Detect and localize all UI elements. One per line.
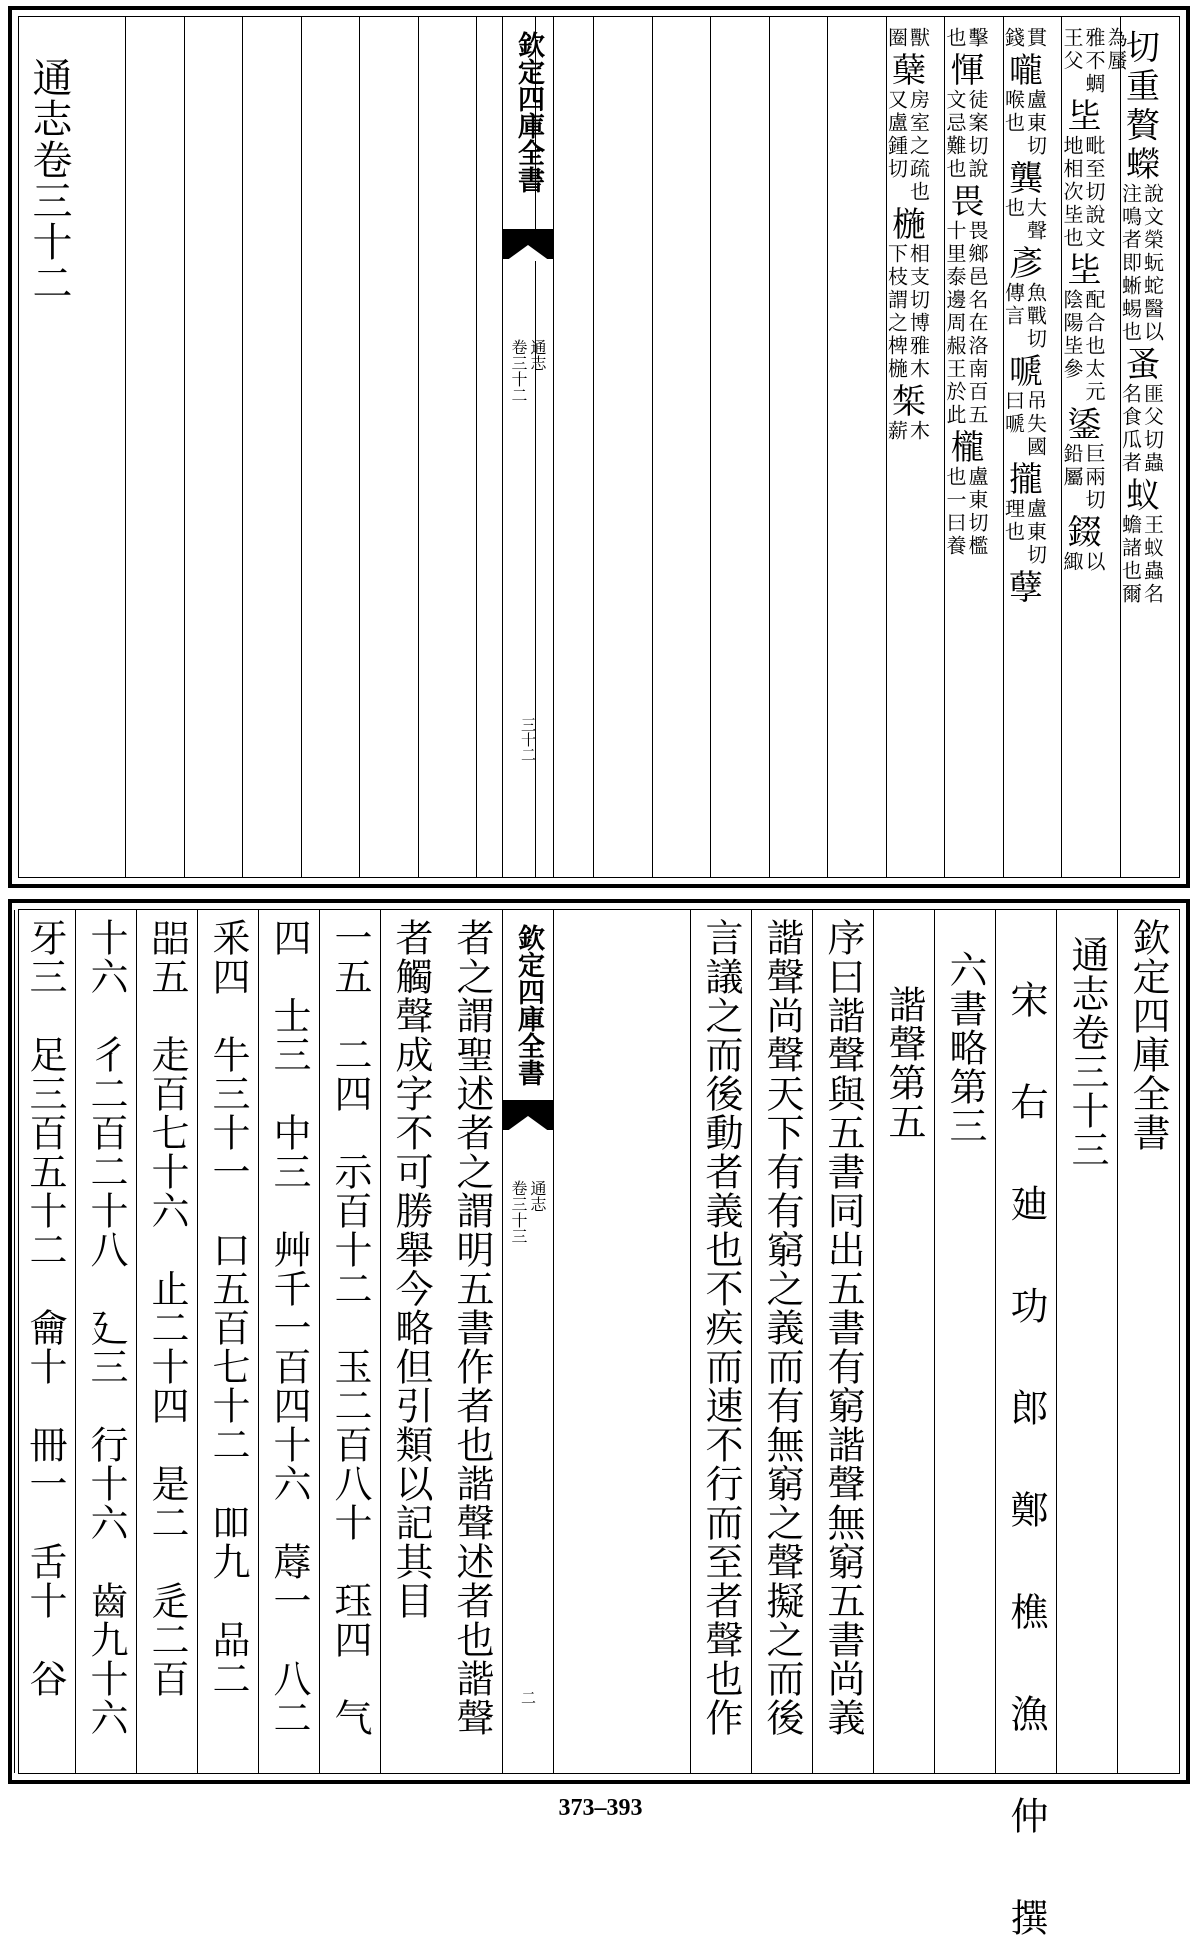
- bottom-header-column: [995, 910, 1056, 1946]
- dictionary-headword: 龔: [1002, 160, 1043, 195]
- dictionary-headword: 蚤: [1119, 346, 1160, 381]
- dictionary-gloss-line: 貫: [1023, 27, 1048, 50]
- top-column-rule: [710, 17, 711, 877]
- dictionary-headword: 惲: [944, 52, 984, 87]
- bottom-header-text: 六書略第三: [943, 950, 987, 1145]
- dictionary-gloss: [1061, 27, 1127, 96]
- dictionary-gloss-line: 下枝謂之椑椸: [884, 243, 909, 381]
- dictionary-gloss: [1120, 514, 1164, 606]
- page-footer-number: 373–393: [558, 1795, 643, 1821]
- top-column-rule: [242, 17, 243, 877]
- bottom-gutter-book-volume: [503, 1180, 553, 1244]
- bottom-center-gutter: [502, 910, 554, 1773]
- dictionary-gloss: [886, 420, 930, 443]
- bottom-fish-tail-mark: [503, 1100, 553, 1130]
- dictionary-gloss: [1003, 197, 1047, 243]
- top-gutter-title: [503, 31, 553, 193]
- bottom-text-column: [751, 910, 812, 1773]
- bottom-body-text: 釆四 牛三十一 口五百七十二 吅九 品二: [206, 918, 250, 1698]
- dictionary-gloss-line: 陰陽坒參: [1060, 289, 1084, 381]
- dictionary-gloss: [1120, 383, 1164, 475]
- dictionary-gloss-line: 徒案切說: [965, 89, 989, 181]
- bottom-body-text: 一五 二四 示百十二 玉二百八十 珏四 气: [328, 918, 372, 1737]
- bottom-text-column: [690, 910, 751, 1773]
- dictionary-headword: 嗁: [1002, 353, 1043, 388]
- dictionary-gloss-line: 地相次坒也: [1060, 135, 1084, 250]
- top-dictionary-column: [1120, 17, 1179, 877]
- dictionary-gloss: [886, 243, 930, 381]
- bottom-gutter-volume: 卷三十三: [509, 1180, 528, 1244]
- dictionary-headword: 坒: [1061, 252, 1101, 287]
- dictionary-headword: 錣: [1061, 514, 1101, 549]
- dictionary-gloss-line: 文忌難也: [943, 89, 967, 181]
- dictionary-gloss-line: 錢: [1001, 27, 1026, 50]
- bottom-body-text: 者觸聲成字不可勝舉今略但引類以記其目: [389, 918, 433, 1620]
- dictionary-gloss-line: 也: [1001, 197, 1026, 220]
- dictionary-gloss-line: 魚戰切: [1023, 282, 1048, 351]
- dictionary-headword: 攏: [1002, 461, 1043, 496]
- dictionary-gloss-line: 配合也太元: [1082, 289, 1106, 404]
- bottom-body-text: 者之謂聖述者之謂明五書作者也諧聲述者也諧聲: [450, 918, 494, 1737]
- dictionary-gloss-line: 巨兩切: [1082, 443, 1106, 512]
- dictionary-gloss: [944, 89, 988, 181]
- dictionary-gloss-line: 盧東切檻: [965, 466, 989, 558]
- dictionary-gloss-line: 獸: [906, 27, 931, 50]
- dictionary-gloss-line: 又盧鍾切: [884, 89, 909, 181]
- dictionary-gloss-line: 圈: [884, 27, 909, 50]
- bottom-body-text: 牙三 足三百五十二 龠十 冊一 舌十 谷: [23, 918, 67, 1698]
- dictionary-gloss: [886, 89, 930, 204]
- top-dictionary-column: [886, 17, 945, 877]
- bottom-gutter-title: [503, 924, 553, 1086]
- top-column-rule: [476, 17, 477, 877]
- bottom-text-column: [380, 910, 441, 1773]
- dictionary-gloss-line: 傳言: [1001, 282, 1026, 328]
- dictionary-headword: 嚨: [1002, 52, 1043, 87]
- dictionary-gloss-line: 盧東切: [1023, 89, 1048, 158]
- dictionary-gloss-line: 注鳴者即蜥蜴也: [1118, 183, 1143, 344]
- bottom-text-column: [197, 910, 258, 1773]
- bottom-body-text: 四 士三 中三 艸千一百四十六 蓐一 八二: [267, 918, 311, 1737]
- dictionary-gloss-line: 王蚁蟲名: [1140, 514, 1165, 606]
- dictionary-headword: 蚁: [1119, 477, 1160, 512]
- dictionary-gloss-line: 名食瓜者: [1118, 383, 1143, 475]
- bottom-body-text: 十六 彳二百二十八 廴三 行十六 齒九十六: [84, 918, 128, 1737]
- dictionary-headword: 贅: [1119, 107, 1160, 142]
- dictionary-headword: 坒: [1061, 98, 1101, 133]
- top-fish-tail-mark: [503, 229, 553, 259]
- top-column-rule: [593, 17, 594, 877]
- top-dictionary-column: [1060, 17, 1128, 877]
- bottom-text-column: [14, 910, 75, 1773]
- dictionary-gloss-line: 十里泰邊周赧王於此: [943, 220, 967, 427]
- bottom-gutter-page-number: [503, 1690, 553, 1705]
- dictionary-gloss: [1061, 135, 1105, 250]
- dictionary-headword: 彥: [1002, 245, 1043, 280]
- bottom-gutter-book: 通志: [528, 1180, 547, 1212]
- dictionary-gloss: [1061, 289, 1105, 404]
- dictionary-headword: 畏: [944, 183, 984, 218]
- dictionary-gloss-line: 大聲: [1023, 197, 1048, 243]
- top-volume-end-title: [19, 17, 79, 877]
- bottom-header-text: 諧聲第五: [882, 985, 926, 1141]
- bottom-body-text: 序曰諧聲與五書同出五書有窮諧聲無窮五書尚義: [821, 918, 865, 1737]
- dictionary-headword: 蘖: [885, 52, 926, 87]
- top-column-rule: [652, 17, 653, 877]
- dictionary-gloss-line: 喉也: [1001, 89, 1026, 135]
- dictionary-gloss: [1003, 282, 1047, 351]
- top-page-frame: [8, 6, 1190, 888]
- dictionary-headword: 椞: [885, 383, 926, 418]
- dictionary-gloss-line: 擊: [965, 27, 989, 50]
- top-column-rule: [184, 17, 185, 877]
- top-gutter-page-number-text: 三十二: [519, 717, 537, 762]
- dictionary-gloss-line: 匪父切蟲: [1140, 383, 1165, 475]
- dictionary-gloss-line: 畏鄉邑名在洛南百五: [965, 220, 989, 427]
- bottom-header-column: [873, 910, 934, 1773]
- bottom-body-text: 㗊五 走百七十六 止二十四 是二 辵二百: [145, 918, 189, 1698]
- top-dictionary-column: [944, 17, 1003, 877]
- dictionary-headword: 孽: [1002, 569, 1043, 604]
- dictionary-headword: 蠑: [1119, 146, 1160, 181]
- dictionary-headword: 椸: [885, 206, 926, 241]
- dictionary-headword: 切: [1119, 29, 1160, 64]
- dictionary-gloss-line: 說文榮蚖蛇醫以: [1140, 183, 1165, 344]
- top-page-inner-border: [18, 16, 1180, 878]
- top-center-gutter: [502, 17, 554, 877]
- top-column-rule: [827, 17, 828, 877]
- dictionary-gloss-line: 為蜃: [1104, 27, 1128, 73]
- dictionary-gloss: [1061, 443, 1105, 512]
- dictionary-gloss-line: 相支切博雅木: [906, 243, 931, 381]
- bottom-text-column: [258, 910, 319, 1773]
- top-gutter-page-number: [503, 717, 553, 762]
- bottom-text-column: [441, 910, 502, 1773]
- dictionary-gloss: [1003, 89, 1047, 158]
- dictionary-gloss-line: 王父: [1060, 27, 1084, 73]
- bottom-gutter-page-number-text: 二: [519, 1690, 537, 1705]
- dictionary-gloss-line: 木: [906, 420, 931, 443]
- dictionary-gloss-line: 理也: [1001, 498, 1026, 544]
- dictionary-headword: 重: [1119, 68, 1160, 103]
- top-dictionary-column: [1003, 17, 1062, 877]
- dictionary-gloss: [1003, 498, 1047, 567]
- dictionary-gloss: [944, 220, 988, 427]
- dictionary-gloss-line: 吊失國: [1023, 390, 1048, 459]
- top-column-rule: [125, 17, 126, 877]
- dictionary-gloss: [886, 27, 930, 50]
- dictionary-gloss: [1120, 183, 1164, 344]
- dictionary-gloss-line: 緅: [1060, 551, 1084, 574]
- dictionary-gloss: [944, 27, 988, 50]
- dictionary-gloss-line: 也一曰養: [943, 466, 967, 558]
- bottom-gutter-title-text: 欽定四庫全書: [513, 924, 544, 1086]
- dictionary-gloss-line: 以: [1082, 551, 1106, 574]
- dictionary-gloss-line: 雅不蜩: [1082, 27, 1106, 96]
- bottom-body-text: 言議之而後動者義也不疾而速不行而至者聲也作: [699, 918, 743, 1737]
- bottom-header-text: 宋 右 廸 功 郎 鄭 樵 漁 仲 撰: [1004, 980, 1048, 1946]
- dictionary-gloss: [944, 466, 988, 558]
- dictionary-gloss-line: 毗至切說文: [1082, 135, 1106, 250]
- bottom-header-column: [934, 910, 995, 1773]
- bottom-header-column: [1056, 910, 1117, 1773]
- top-column-rule: [359, 17, 360, 877]
- dictionary-gloss: [1003, 27, 1047, 50]
- top-column-rule: [418, 17, 419, 877]
- top-column-rule: [301, 17, 302, 877]
- bottom-text-column: [75, 910, 136, 1773]
- bottom-header-column: [1117, 910, 1178, 1773]
- top-gutter-title-text: 欽定四庫全書: [513, 31, 544, 193]
- dictionary-gloss-line: 薪: [884, 420, 909, 443]
- dictionary-headword: 鋈: [1061, 406, 1101, 441]
- dictionary-gloss-line: 房室之疏也: [906, 89, 931, 204]
- bottom-text-column: [812, 910, 873, 1773]
- dictionary-gloss-line: 盧東切: [1023, 498, 1048, 567]
- top-volume-end-title-text: 通志卷三十二: [26, 57, 72, 303]
- dictionary-gloss-line: 蟾諸也爾: [1118, 514, 1143, 606]
- dictionary-headword: 櫳: [944, 429, 984, 464]
- bottom-header-text: 通志卷三十三: [1065, 935, 1109, 1169]
- bottom-header-text: 欽定四庫全書: [1126, 918, 1170, 1152]
- dictionary-gloss: [1061, 551, 1105, 574]
- bottom-text-column: [319, 910, 380, 1773]
- top-column-rule: [769, 17, 770, 877]
- dictionary-gloss-line: 曰嗁: [1001, 390, 1026, 436]
- top-gutter-book-volume: [503, 339, 553, 403]
- bottom-text-column: [136, 910, 197, 1773]
- top-gutter-book: 通志: [528, 339, 547, 371]
- dictionary-gloss-line: 也: [943, 27, 967, 50]
- bottom-body-text: 諧聲尚聲天下有有窮之義而有無窮之聲擬之而後: [760, 918, 804, 1737]
- dictionary-gloss: [1003, 390, 1047, 459]
- dictionary-gloss-line: 鉛屬: [1060, 443, 1084, 489]
- top-gutter-volume: 卷三十二: [509, 339, 528, 403]
